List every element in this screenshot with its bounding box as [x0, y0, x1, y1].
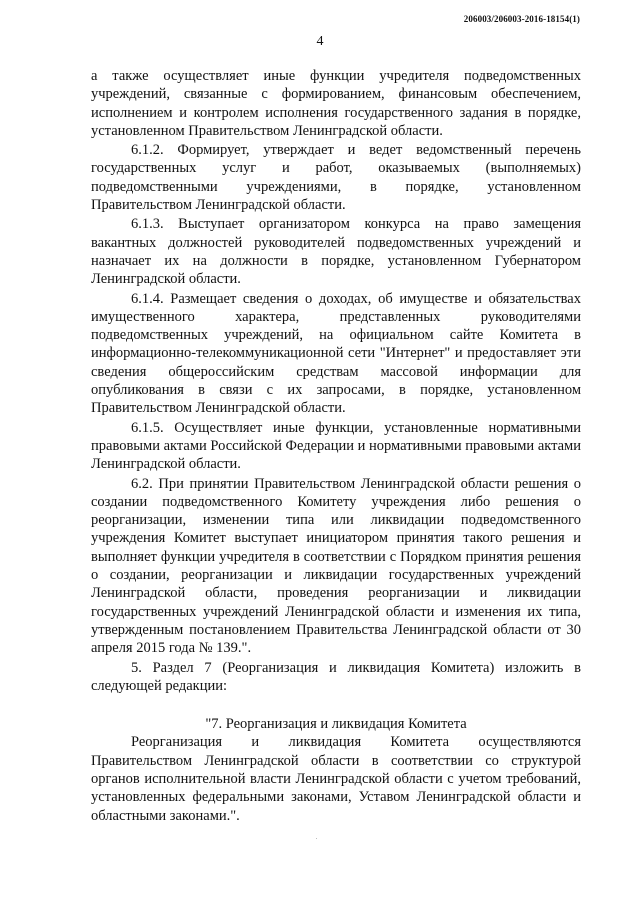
paragraph-6-1-4: 6.1.4. Размещает сведения о доходах, об имуществе и обязательствах имущественного характера, представленных руководителями подведомственных учреждений, на официальном сайте Комитета в информационно-телекоммуникационной сети "Интернет" и предоставляет эти сведения общероссийским средствам массовой информации для опубликования в связи с их запросами, в порядке, установленном Правительством Ленинградской области.: [91, 290, 581, 417]
section-heading: "7. Реорганизация и ликвидация Комитета: [205, 716, 467, 733]
paragraph-5-amendment: 5. Раздел 7 (Реорганизация и ликвидация Комитета) изложить в следующей редакции:: [91, 659, 581, 694]
paragraph-continuation: а также осуществляет иные функции учредителя подведомственных учреждений, связанные с формированием, финансовым обеспечением, исполнением и контролем исполнения государственного задания в порядке, установленном Правительством Ленинградской области.: [91, 68, 581, 139]
paragraph-reorganization: Реорганизация и ликвидация Комитета осуществляются Правительством Ленинградской области в соответствии со структурой органов исполнительной власти Ленинградской области с учетом требований, установленных федеральными законами, Уставом Ленинградской области и областными законами.".: [91, 734, 581, 824]
paragraph-6-1-2: 6.1.2. Формирует, утверждает и ведет ведомственный перечень государственных услуг и работ, оказываемых (выполняемых) подведомственными учреждениями, в порядке, установленном Правительством Ленинградской области.: [91, 142, 581, 214]
document-body: [91, 67, 581, 825]
scan-artifact: [316, 838, 317, 839]
document-id: 206003/206003-2016-18154(1): [463, 14, 580, 24]
paragraph-6-1-5: 6.1.5. Осуществляет иные функции, установленные нормативными правовыми актами Российской Федерации и нормативными правовыми актами Ленинградской области.: [91, 419, 581, 473]
paragraph-6-1-3: 6.1.3. Выступает организатором конкурса на право замещения вакантных должностей руководителей подведомственных учреждений и назначает их на должности в порядке, установленном Губернатором Ленинградской области.: [91, 216, 581, 288]
paragraph-6-2: 6.2. При принятии Правительством Ленинградской области решения о создании подведомственного Комитету учреждения либо решения о реорганизации, изменении типа или ликвидации подведомственного учреждения Комитет выступает инициатором принятия такого решения и выполняет функции учредителя в соответствии с Порядком принятия решения о создании, реорганизации и ликвидации государственных учреждений Ленинградской области, проведения реорганизации и ликвидации государственных учреждений Ленинградской области и изменения их типа, утвержденным постановлением Правительства Ленинградской области от 30 апреля 2015 года № 139.".: [91, 475, 581, 657]
page-number: 4: [316, 34, 324, 49]
